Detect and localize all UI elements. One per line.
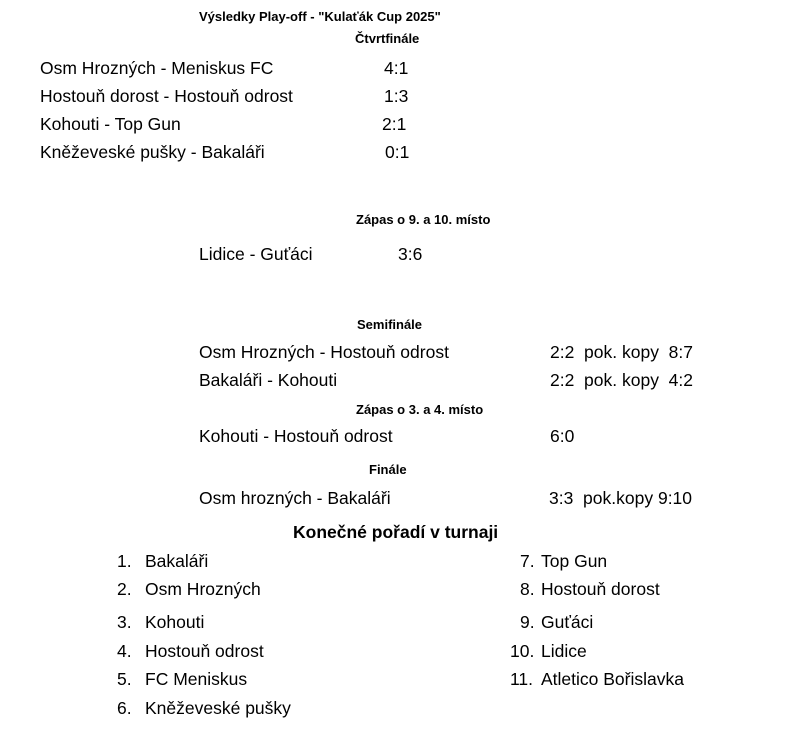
standing-team: FC Meniskus — [145, 669, 248, 689]
final-heading: Finále — [369, 462, 407, 477]
standing-team: Guťáci — [541, 612, 594, 632]
match-score: 2:2 pok. kopy 4:2 — [550, 370, 694, 390]
semifinals-heading: Semifinále — [357, 317, 423, 332]
match-score: 2:1 — [382, 114, 407, 134]
standing-team: Hostouň odrost — [145, 641, 264, 661]
match-score: 1:3 — [384, 86, 409, 106]
standing-rank: 5. — [117, 669, 132, 689]
ninth-place-heading: Zápas o 9. a 10. místo — [356, 212, 491, 227]
match-score: 2:2 pok. kopy 8:7 — [550, 342, 694, 362]
match-score: 0:1 — [385, 142, 410, 162]
standing-team: Atletico Bořislavka — [541, 669, 684, 689]
document-title: Výsledky Play-off - "Kulaťák Cup 2025" — [199, 9, 441, 24]
match-teams: Kohouti - Hostouň odrost — [199, 426, 393, 446]
standing-rank: 4. — [117, 641, 132, 661]
match-teams: Bakaláři - Kohouti — [199, 370, 338, 390]
match-score: 6:0 — [550, 426, 575, 446]
standing-rank: 9. — [520, 612, 535, 632]
standing-rank: 11. — [510, 669, 534, 689]
standing-rank: 7. — [520, 551, 535, 571]
match-score: 3:3 pok.kopy 9:10 — [549, 488, 693, 508]
quarterfinals-heading: Čtvrtfinále — [355, 31, 420, 46]
standing-team: Bakaláři — [145, 551, 209, 571]
standing-team: Kohouti — [145, 612, 205, 632]
match-teams: Kohouti - Top Gun — [40, 114, 181, 134]
match-teams: Lidice - Guťáci — [199, 244, 313, 264]
match-teams: Osm Hrozných - Meniskus FC — [40, 58, 274, 78]
standing-rank: 1. — [117, 551, 132, 571]
match-teams: Kněževeské pušky - Bakaláři — [40, 142, 265, 162]
standing-team: Kněževeské pušky — [145, 698, 291, 718]
match-teams: Osm Hrozných - Hostouň odrost — [199, 342, 449, 362]
standings-heading: Konečné pořadí v turnaji — [293, 522, 499, 542]
third-place-heading: Zápas o 3. a 4. místo — [356, 402, 484, 417]
match-score: 3:6 — [398, 244, 423, 264]
standing-rank: 2. — [117, 579, 132, 599]
standing-rank: 10. — [510, 641, 535, 661]
standing-rank: 3. — [117, 612, 132, 632]
standing-team: Hostouň dorost — [541, 579, 660, 599]
match-teams: Hostouň dorost - Hostouň odrost — [40, 86, 293, 106]
standing-rank: 6. — [117, 698, 132, 718]
match-score: 4:1 — [384, 58, 409, 78]
standing-team: Osm Hrozných — [145, 579, 261, 599]
match-teams: Osm hrozných - Bakaláři — [199, 488, 391, 508]
standing-team: Top Gun — [541, 551, 608, 571]
standing-rank: 8. — [520, 579, 535, 599]
standing-team: Lidice — [541, 641, 587, 661]
